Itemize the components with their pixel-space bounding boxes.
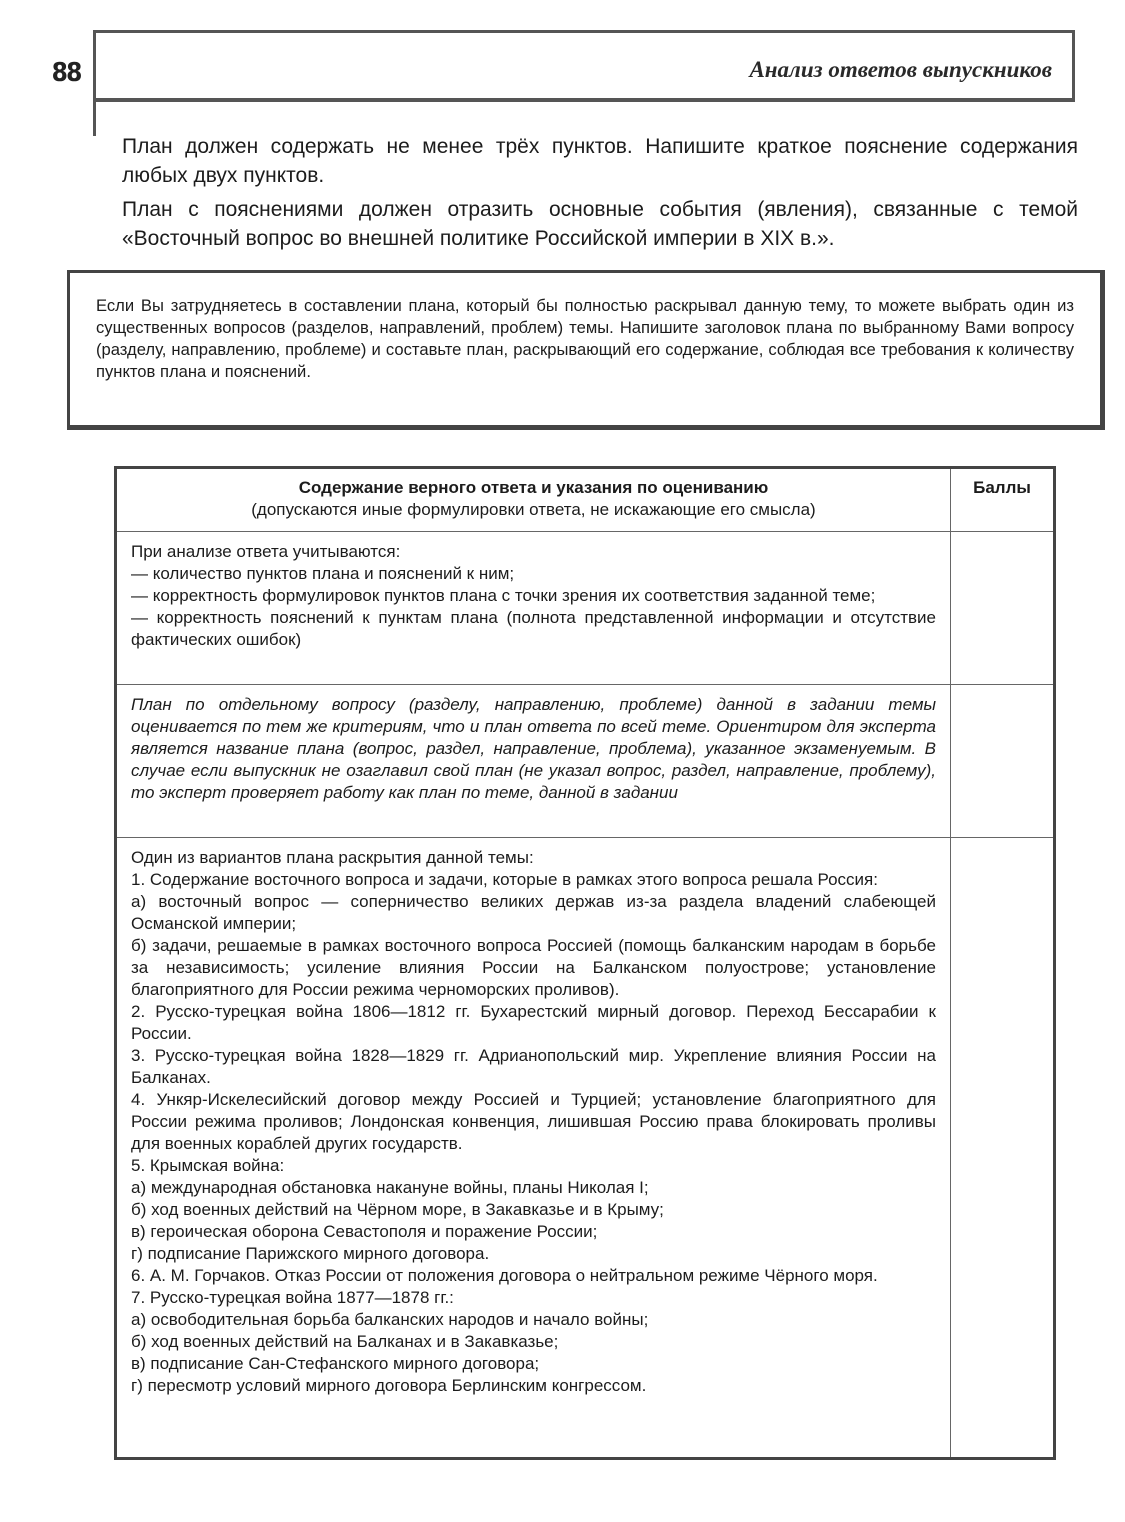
plan-line: в) подписание Сан-Стефанского мирного договора; <box>131 1354 540 1373</box>
plan-line: б) ход военных действий на Балканах и в Закавказье; <box>131 1332 559 1351</box>
plan-cell <box>116 838 951 1459</box>
intro-paragraph: План с пояснениями должен отразить основные события (явления), связанные с темой «Восточный вопрос во внешней политике Российской империи в XIX в.». <box>122 198 1078 250</box>
score-cell <box>951 532 1055 685</box>
plan-line: 7. Русско-турецкая война 1877—1878 гг.: <box>131 1288 454 1307</box>
task-intro <box>122 132 1078 258</box>
plan-line: 3. Русско-турецкая война 1828—1829 гг. Адрианопольский мир. Укрепление влияния России на Балканах. <box>131 1046 936 1087</box>
intro-paragraph: План должен содержать не менее трёх пунктов. Напишите краткое пояснение содержания любых двух пунктов. <box>122 135 1078 187</box>
plan-line: Один из вариантов плана раскрытия данной темы: <box>131 848 534 867</box>
plan-line: 2. Русско-турецкая война 1806—1812 гг. Бухарестский мирный договор. Переход Бессарабии к России. <box>131 1002 936 1043</box>
header-main-title: Содержание верного ответа и указания по оцениванию <box>298 478 769 497</box>
header-score-cell: Баллы <box>951 468 1055 532</box>
plan-line: а) освободительная борьба балканских народов и начало войны; <box>131 1310 649 1329</box>
header-subtitle: (допускаются иные формулировки ответа, не искажающие его смысла) <box>251 500 816 519</box>
criteria-line: При анализе ответа учитываются: <box>131 542 401 561</box>
plan-line: 6. А. М. Горчаков. Отказ России от положения договора о нейтральном режиме Чёрного моря. <box>131 1266 878 1285</box>
score-cell <box>951 838 1055 1459</box>
plan-line: б) ход военных действий на Чёрном море, в Закавказье и в Крыму; <box>131 1200 664 1219</box>
plan-line: г) пересмотр условий мирного договора Берлинским конгрессом. <box>131 1376 647 1395</box>
header-rule <box>93 100 96 136</box>
notice-box: Если Вы затрудняетесь в составлении плана, который бы полностью раскрывал данную тему, то можете выбрать один из существенных вопросов (разделов, направлений, проблем) темы. Напишите заголовок плана по выбранному Вами вопросу (разделу, направлению, проблеме) и составьте план, раскрывающий его содержание, соблюдая все требования к количеству пунктов плана и пояснений. <box>67 270 1105 430</box>
note-cell: План по отдельному вопросу (разделу, направлению, проблеме) данной в задании темы оценивается по тем же критериям, что и план ответа по всей теме. Ориентиром для эксперта является название плана (вопрос, раздел, направление, проблема), указанное экзаменуемым. В случае если выпускник не озаглавил свой план (не указал вопрос, раздел, направление, проблему), то эксперт проверяет работу как план по теме, данной в задании <box>116 685 951 838</box>
criteria-line: — корректность пояснений к пунктам плана (полнота представленной информации и отсутствие фактических ошибок) <box>131 608 936 649</box>
plan-line: а) восточный вопрос — соперничество великих держав из-за раздела владений слабеющей Османской империи; <box>131 892 936 933</box>
plan-line: г) подписание Парижского мирного договора. <box>131 1244 490 1263</box>
criteria-line: — корректность формулировок пунктов плана с точки зрения их соответствия заданной теме; <box>131 586 876 605</box>
header-main-cell <box>116 468 951 532</box>
score-cell <box>951 685 1055 838</box>
table-row <box>116 838 1055 1459</box>
plan-line: б) задачи, решаемые в рамках восточного вопроса Россией (помощь балканским народам в борьбе за независимость; усиление влияния России на Балканском полуострове; установление благоприятного для России режима черноморских проливов). <box>131 936 936 999</box>
running-header <box>93 30 1075 102</box>
table-row <box>116 532 1055 685</box>
table-header-row <box>116 468 1055 532</box>
grading-table <box>114 466 1056 1460</box>
table-row <box>116 685 1055 838</box>
plan-line: 5. Крымская война: <box>131 1156 285 1175</box>
plan-line: в) героическая оборона Севастополя и поражение России; <box>131 1222 598 1241</box>
page-number: 88 <box>51 58 81 88</box>
header-title: Анализ ответов выпускников <box>749 57 1052 82</box>
plan-line: 4. Ункяр-Искелесийский договор между Россией и Турцией; установление благоприятного для России режима проливов; Лондонская конвенция, лишившая Россию права блокировать проливы для военных кораблей других государств. <box>131 1090 936 1153</box>
criteria-line: — количество пунктов плана и пояснений к ним; <box>131 564 515 583</box>
criteria-cell <box>116 532 951 685</box>
plan-line: а) международная обстановка накануне войны, планы Николая I; <box>131 1178 649 1197</box>
plan-line: 1. Содержание восточного вопроса и задачи, которые в рамках этого вопроса решала Россия: <box>131 870 878 889</box>
